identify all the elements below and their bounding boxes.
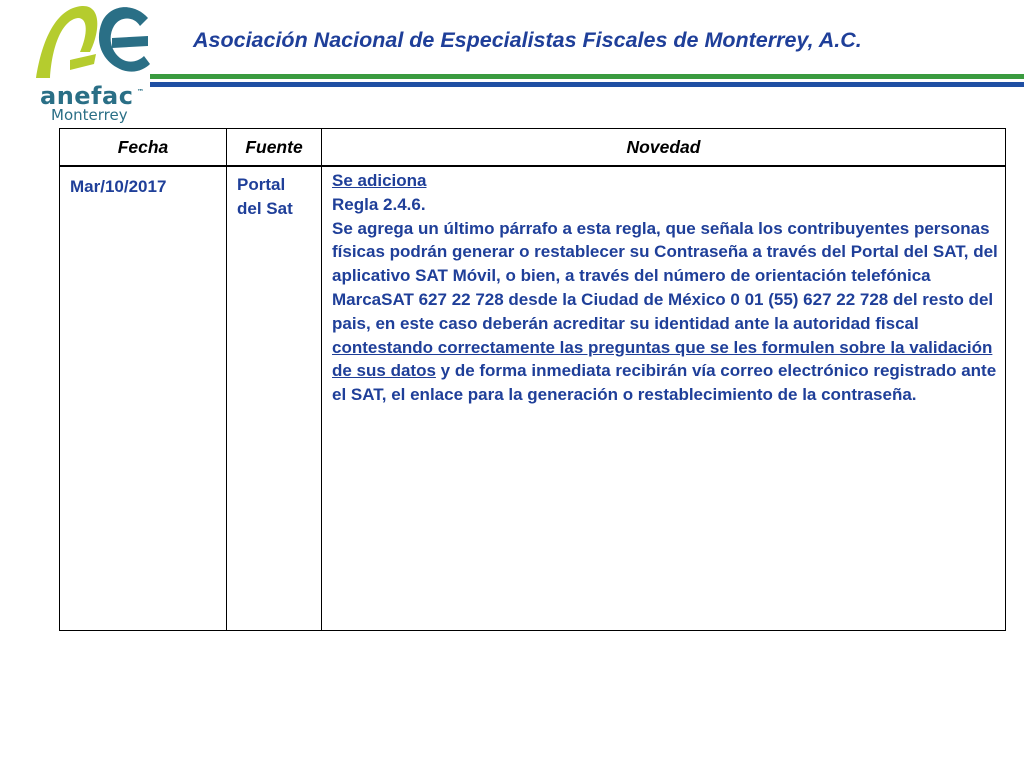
table-header-row [60, 129, 1006, 167]
novedad-body-underlined: contestando correctamente las preguntas que se les formulen sobre la validación de sus datos [332, 337, 993, 381]
header-fecha: Fecha [60, 129, 227, 167]
logo-trademark: ™ [137, 88, 144, 96]
novedad-body [332, 219, 998, 405]
news-table [59, 128, 1006, 631]
novedad-rule: Regla 2.4.6. [332, 194, 426, 214]
header-divider-green [150, 74, 1024, 79]
anefac-logo [30, 0, 155, 128]
logo-city: Monterrey [51, 106, 128, 124]
novedad-body-part2: y de forma inmediata recibirán vía correo electrónico registrado ante el SAT, el enlace para la generación o restablecimiento de la contraseña. [332, 361, 997, 405]
cell-fuente: Portal del Sat [227, 166, 322, 631]
header-fuente: Fuente [227, 129, 322, 167]
organization-title: Asociación Nacional de Especialistas Fiscales de Monterrey, A.C. [193, 28, 862, 52]
cell-fecha: Mar/10/2017 [60, 166, 227, 631]
header-divider-blue [150, 82, 1024, 87]
cell-novedad [322, 166, 1006, 631]
logo-mark-icon [30, 0, 155, 84]
header-novedad: Novedad [322, 129, 1006, 167]
logo-name: anefac [40, 82, 134, 110]
novedad-body-part1: Se agrega un último párrafo a esta regla, que señala los contribuyentes personas físicas podrán generar o restablecer su Contraseña a través del Portal del SAT, del aplicativo SAT Móvil, o bien, a través del número de orientación telefónica MarcaSAT 627 22 728 desde la Ciudad de México 0 01 (55) 627 22 728 del resto del pais, en este caso deberán acreditar su identidad ante la autoridad fiscal [332, 218, 998, 333]
novedad-heading: Se adiciona [332, 171, 427, 190]
table-row [60, 166, 1006, 631]
